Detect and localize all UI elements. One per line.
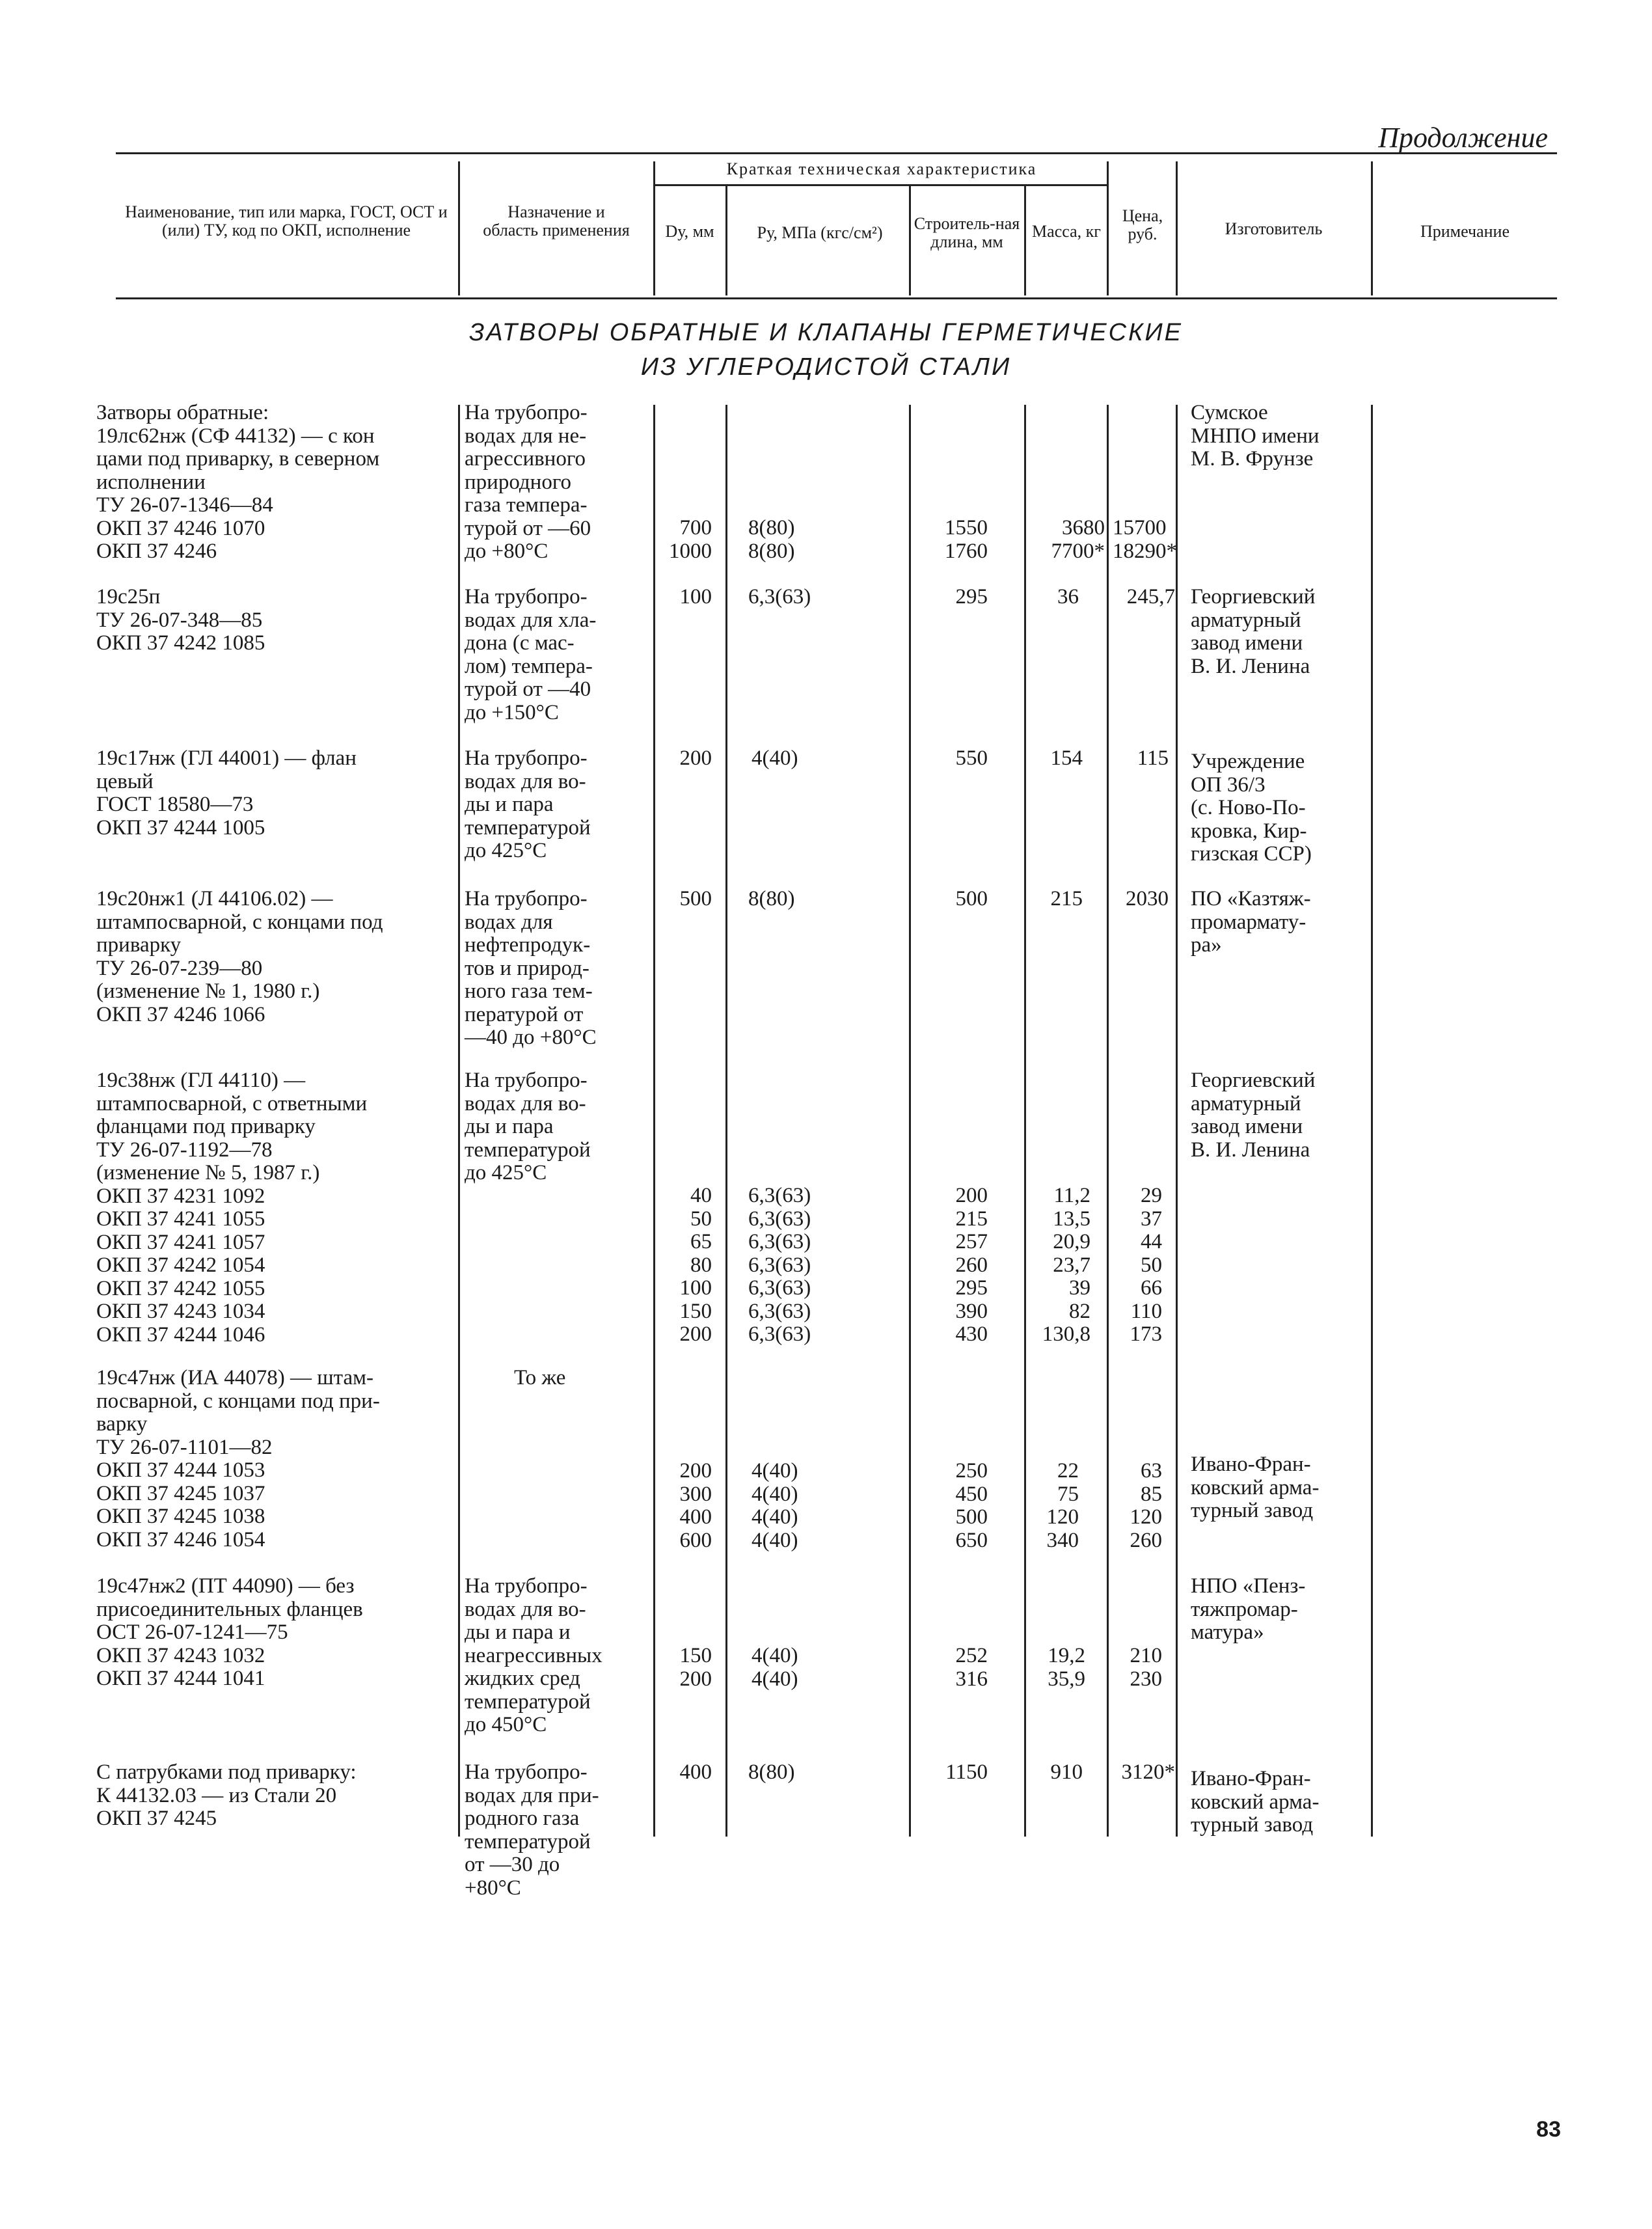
row-dy: 200 300 400 600 — [679, 1459, 712, 1552]
row-purpose: На трубопро- водах для во- ды и пара и неагрессивных жидких сред температурой до 450°С — [465, 1574, 603, 1736]
row-purpose: То же — [514, 1366, 566, 1389]
body-divider — [653, 405, 655, 1837]
body-divider — [909, 405, 911, 1837]
row-purpose: На трубопро- водах для во- ды и пара температурой до 425°С — [465, 746, 591, 862]
row-dy: 700 1000 — [669, 516, 712, 563]
hdr-divider — [653, 161, 655, 295]
header-bottom-rule — [116, 297, 1557, 299]
row-purpose: На трубопро- водах для хла- дона (с мас- лом) темпера- турой от —40 до +150°С — [465, 585, 597, 724]
row-py: 8(80) — [748, 1760, 795, 1784]
header-top-rule — [116, 152, 1557, 154]
row-mass: 19,2 35,9 — [1048, 1644, 1085, 1691]
row-maker: Георгиевский арматурный завод имени В. И. Ленина — [1191, 585, 1316, 678]
row-purpose: На трубопро- водах для не- агрессивного природного газа темпера- турой от —60 до +80°С — [465, 401, 591, 563]
continuation-label: Продолжение — [1378, 122, 1548, 154]
row-name: 19с17нж (ГЛ 44001) — флан цевый ГОСТ 18580—73 ОКП 37 4244 1005 — [96, 746, 357, 840]
row-mass: 215 — [1050, 887, 1083, 910]
col-header-dy: Dу, мм — [665, 222, 714, 241]
row-length: 252 316 — [955, 1644, 988, 1691]
row-name: 19с47нж (ИА 44078) — штам- посварной, с концами под при- варку ТУ 26-07-1101—82 ОКП 37 4244 1053 ОКП 37 4245 1037 ОКП 37 4245 1038 ОКП 37 4246 1054 — [96, 1366, 380, 1552]
row-length: 295 — [955, 585, 988, 609]
row-dy: 40 50 65 80 100 150 200 — [679, 1184, 712, 1346]
section-title-line2: ИЗ УГЛЕРОДИСТОЙ СТАЛИ — [640, 353, 1012, 381]
tech-subheader-rule — [653, 184, 1109, 186]
hdr-divider — [1024, 186, 1026, 295]
col-header-name: Наименование, тип или марка, ГОСТ, ОСТ и (или) ТУ, код по ОКП, исполнение — [125, 202, 448, 239]
row-length: 500 — [955, 887, 988, 910]
hdr-divider — [1107, 161, 1109, 295]
col-header-maker: Изготовитель — [1225, 219, 1323, 238]
row-dy: 100 — [679, 585, 712, 609]
row-price: 29 37 44 50 66 110 173 — [1130, 1184, 1162, 1346]
col-header-py: Pу, МПа (кгс/см²) — [757, 223, 883, 242]
row-price: 2030 — [1126, 887, 1169, 910]
row-length: 200 215 257 260 295 390 430 — [955, 1184, 988, 1346]
row-mass: 154 — [1050, 746, 1083, 770]
row-maker: НПО «Пенз- тяжпромар- матура» — [1191, 1574, 1306, 1644]
row-py: 4(40) 4(40) 4(40) 4(40) — [752, 1459, 798, 1552]
row-mass: 11,2 13,5 20,9 23,7 39 82 130,8 — [1042, 1184, 1090, 1346]
row-price: 115 — [1137, 746, 1169, 770]
row-name: С патрубками под приварку: К 44132.03 — из Стали 20 ОКП 37 4245 — [96, 1760, 357, 1830]
section-title-line1: ЗАТВОРЫ ОБРАТНЫЕ И КЛАПАНЫ ГЕРМЕТИЧЕСКИЕ — [468, 319, 1183, 346]
hdr-divider — [725, 186, 727, 295]
row-py: 6,3(63) 6,3(63) 6,3(63) 6,3(63) 6,3(63) 6,3(63) 6,3(63) — [748, 1184, 811, 1346]
row-length: 1150 — [945, 1760, 988, 1784]
row-name: 19с25п ТУ 26-07-348—85 ОКП 37 4242 1085 — [96, 585, 265, 655]
row-py: 8(80) 8(80) — [748, 516, 795, 563]
row-purpose: На трубопро- водах для при- родного газа температурой от —30 до +80°С — [465, 1760, 599, 1900]
row-dy: 400 — [679, 1760, 712, 1784]
row-length: 1550 1760 — [945, 516, 988, 563]
row-maker: Георгиевский арматурный завод имени В. И. Ленина — [1191, 1069, 1316, 1162]
row-price: 245,7 — [1126, 585, 1175, 609]
row-name: 19с20нж1 (Л 44106.02) — штампосварной, с концами под приварку ТУ 26-07-239—80 (изменение № 1, 1980 г.) ОКП 37 4246 1066 — [96, 887, 383, 1026]
row-dy: 200 — [679, 746, 712, 770]
row-maker: Учреждение ОП 36/3 (с. Ново-По- кровка, Кир- гизская ССР) — [1191, 750, 1312, 866]
col-header-note: Примечание — [1420, 222, 1510, 241]
row-length: 250 450 500 650 — [955, 1459, 988, 1552]
row-py: 6,3(63) — [748, 585, 811, 609]
row-maker: ПО «Казтяж- промармату- ра» — [1191, 887, 1311, 957]
row-name: 19с38нж (ГЛ 44110) — штампосварной, с ответными фланцами под приварку ТУ 26-07-1192—78 (изменение № 5, 1987 г.) ОКП 37 4231 1092 ОКП 37 4241 1055 ОКП 37 4241 1057 ОКП 37 4242 1054 ОКП 37 4242 1055 ОКП 37 4243 1034 ОКП 37 4244 1046 — [96, 1069, 368, 1347]
row-purpose: На трубопро- водах для во- ды и пара температурой до 425°С — [465, 1069, 591, 1184]
body-divider — [725, 405, 727, 1837]
row-py: 8(80) — [748, 887, 795, 910]
row-mass: 36 — [1057, 585, 1079, 609]
hdr-divider — [458, 161, 460, 295]
row-py: 4(40) 4(40) — [752, 1644, 798, 1691]
row-price: 210 230 — [1130, 1644, 1162, 1691]
body-divider — [1024, 405, 1026, 1837]
row-dy: 150 200 — [679, 1644, 712, 1691]
page-number: 83 — [1536, 2117, 1561, 2142]
body-divider — [1176, 405, 1178, 1837]
row-price: 63 85 120 260 — [1130, 1459, 1162, 1552]
row-dy: 500 — [679, 887, 712, 910]
col-header-purpose: Назначение и область применения — [483, 202, 630, 239]
row-maker: Ивано-Фран- ковский арма- турный завод — [1191, 1453, 1320, 1522]
col-header-tech: Краткая техническая характеристика — [726, 159, 1037, 178]
row-purpose: На трубопро- водах для нефтепродук- тов и природ- ного газа тем- пературой от —40 до +80°С — [465, 887, 597, 1049]
row-price: 3120* — [1121, 1760, 1175, 1784]
body-divider — [458, 405, 460, 1837]
row-name: Затворы обратные: 19лс62нж (СФ 44132) — с кон цами под приварку, в северном исполнении ТУ 26-07-1346—84 ОКП 37 4246 1070 ОКП 37 4246 — [96, 401, 380, 563]
col-header-price: Цена, руб. — [1122, 206, 1163, 243]
row-maker: Ивано-Фран- ковский арма- турный завод — [1191, 1767, 1320, 1837]
row-mass: 3680 7700* — [1051, 516, 1105, 563]
row-py: 4(40) — [752, 746, 798, 770]
row-name: 19с47нж2 (ПТ 44090) — без присоединительных фланцев ОСТ 26-07-1241—75 ОКП 37 4243 1032 ОКП 37 4244 1041 — [96, 1574, 363, 1690]
body-divider — [1371, 405, 1373, 1837]
body-divider — [1107, 405, 1109, 1837]
row-length: 550 — [955, 746, 988, 770]
row-mass: 22 75 120 340 — [1046, 1459, 1079, 1552]
col-header-length: Строитель-ная длина, мм — [914, 214, 1020, 251]
row-maker: Сумское МНПО имени М. В. Фрунзе — [1191, 401, 1320, 471]
row-price: 15700 18290* — [1113, 516, 1177, 563]
row-mass: 910 — [1050, 1760, 1083, 1784]
col-header-mass: Масса, кг — [1032, 222, 1101, 241]
